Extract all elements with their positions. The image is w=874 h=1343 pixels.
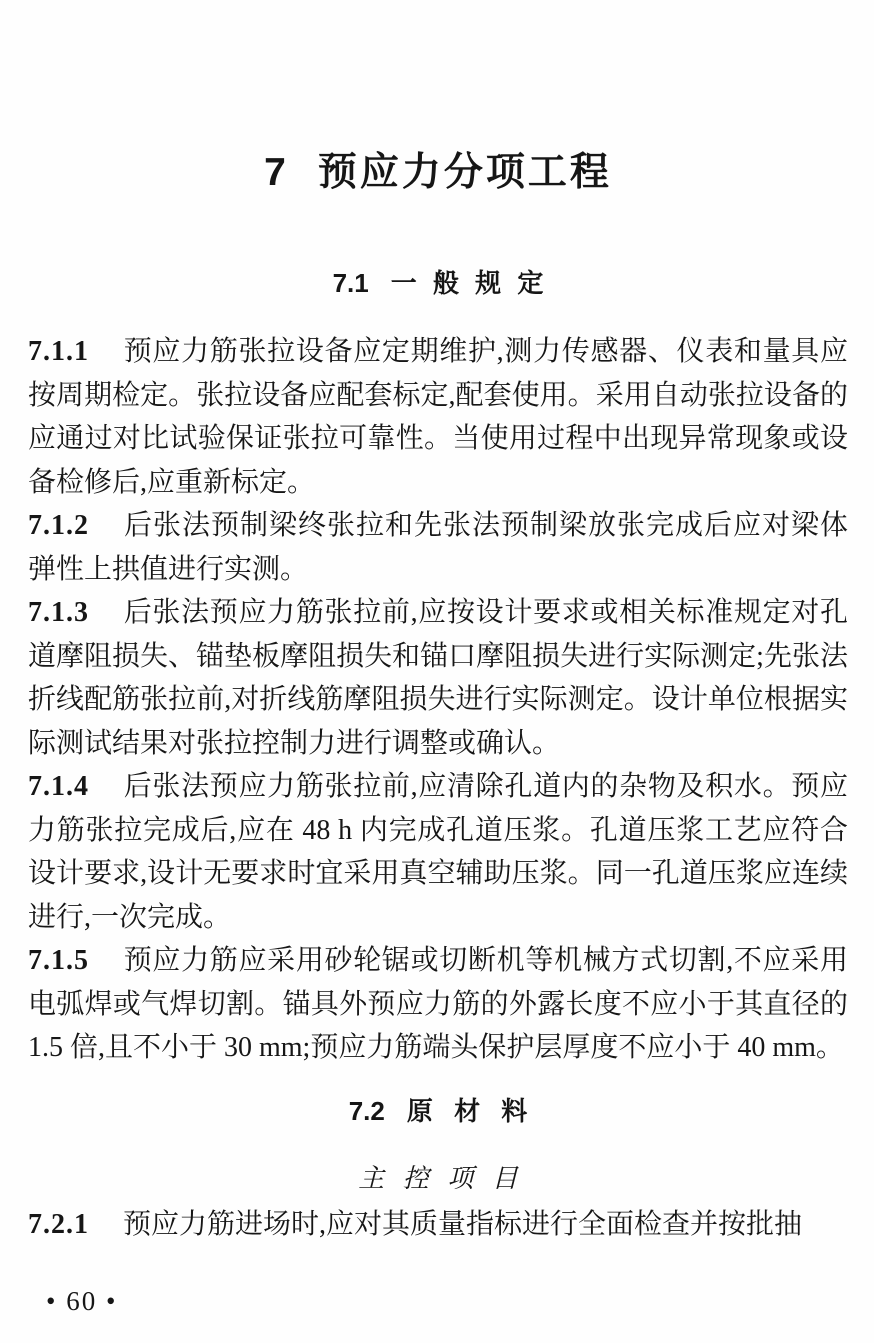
clause-7-1-4	[28, 765, 848, 939]
clause-7-1-2	[28, 504, 848, 591]
clause-7-2-1-text: 预应力筋进场时,应对其质量指标进行全面检查并按批抽	[123, 1208, 803, 1240]
clause-7-1-4-text: 后张法预应力筋张拉前,应清除孔道内的杂物及积水。预应力筋张拉完成后,应在 48 h 内完成孔道压浆。孔道压浆工艺应符合设计要求,设计无要求时宜采用真空辅助压浆。同一孔道压浆应连续进行,一次完成。	[28, 771, 848, 933]
subheading-main-control-items: 主 控 项 目	[358, 1163, 518, 1193]
chapter-title-text: 预应力分项工程	[317, 151, 612, 194]
clause-7-1-5	[28, 939, 848, 1070]
clause-7-1-1-number: 7.1.1	[28, 336, 89, 367]
section-7-1-number: 7.1	[332, 268, 369, 298]
section-7-2-body	[28, 1203, 848, 1247]
clause-7-1-2-number: 7.1.2	[28, 510, 89, 541]
clause-7-1-3	[28, 591, 848, 765]
section-7-1-body	[28, 330, 848, 1070]
page-number: • 60 •	[46, 1286, 118, 1316]
clause-7-1-5-number: 7.1.5	[28, 945, 89, 976]
clause-7-1-3-text: 后张法预应力筋张拉前,应按设计要求或相关标准规定对孔道摩阻损失、锚垫板摩阻损失和锚口摩阻损失进行实际测定;先张法折线配筋张拉前,对折线筋摩阻损失进行实际测定。设计单位根据实际测试结果对张拉控制力进行调整或确认。	[28, 597, 848, 759]
clause-7-2-1-number: 7.2.1	[28, 1208, 89, 1240]
chapter-title	[28, 152, 848, 194]
section-7-2-title-text: 原 材 料	[406, 1095, 528, 1126]
clause-7-1-3-number: 7.1.3	[28, 597, 89, 628]
clause-7-1-4-number: 7.1.4	[28, 771, 89, 802]
clause-7-1-1-text: 预应力筋张拉设备应定期维护,测力传感器、仪表和量具应按周期检定。张拉设备应配套标定,配套使用。采用自动张拉设备的应通过对比试验保证张拉可靠性。当使用过程中出现异常现象或设备检修后,应重新标定。	[28, 336, 848, 498]
section-7-1-heading	[28, 268, 848, 298]
clause-7-1-5-text: 预应力筋应采用砂轮锯或切断机等机械方式切割,不应采用电弧焊或气焊切割。锚具外预应力筋的外露长度不应小于其直径的 1.5 倍,且不小于 30 mm;预应力筋端头保护层厚度不应小于 40 mm。	[28, 945, 848, 1063]
clause-7-1-1	[28, 330, 848, 504]
clause-7-2-1	[28, 1203, 848, 1247]
clause-7-1-2-text: 后张法预制梁终张拉和先张法预制梁放张完成后应对梁体弹性上拱值进行实测。	[28, 510, 848, 585]
section-7-1-title-text: 一 般 规 定	[390, 268, 544, 298]
chapter-number: 7	[264, 151, 286, 194]
section-7-2-heading	[28, 1096, 848, 1126]
section-7-2-number: 7.2	[348, 1095, 385, 1126]
